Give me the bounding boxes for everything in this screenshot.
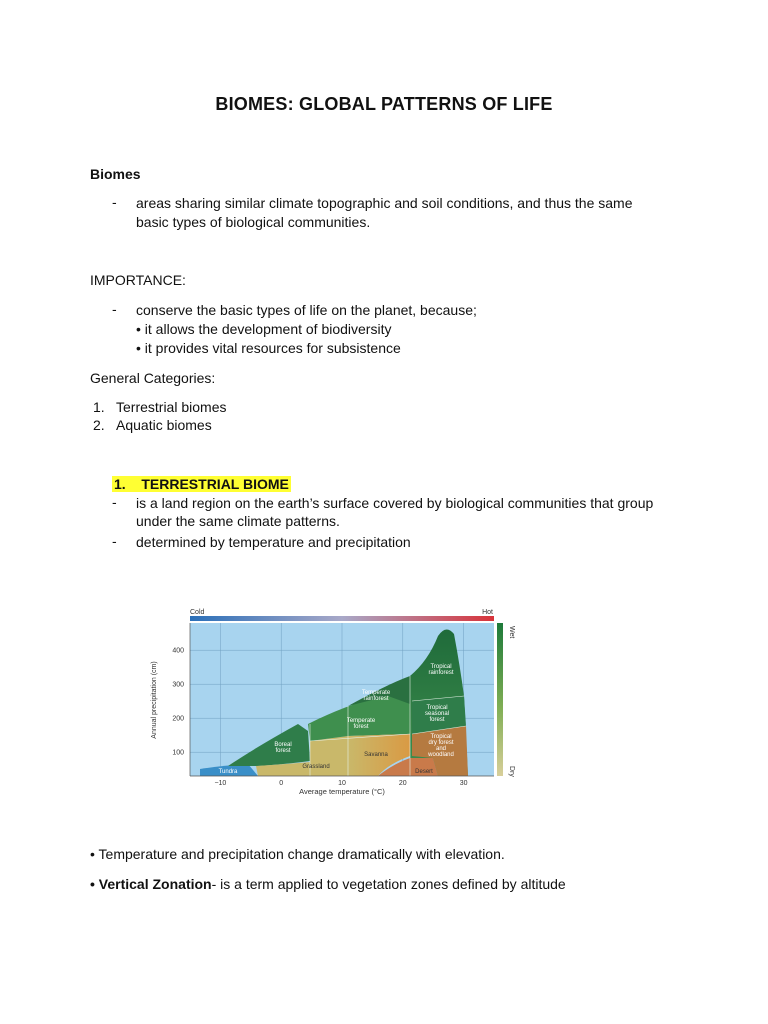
temp-bar-cold-label: Cold (190, 609, 205, 616)
biome-climate-chart (148, 606, 524, 798)
terrestrial-heading-row (112, 475, 291, 494)
importance-heading: IMPORTANCE: (90, 272, 186, 288)
category-number-1: 1. (93, 399, 105, 415)
region-label-temperate-forest-1: Temperate (346, 718, 376, 724)
region-label-temperate-forest-2: forest (353, 724, 369, 730)
categories-heading: General Categories: (90, 370, 216, 386)
bullet-dash: - (112, 194, 117, 210)
y-tick-label: 400 (172, 647, 184, 655)
y-tick-label: 300 (172, 681, 184, 689)
region-label-tropical-seasonal-3: forest (429, 717, 445, 723)
x-tick-label: 20 (398, 780, 407, 787)
region-label-tropical-rainforest-2: rainforest (428, 670, 454, 676)
vertical-zonation-term: Vertical Zonation (98, 876, 212, 892)
temperature-gradient-bar (190, 616, 494, 621)
x-axis-label: Average temperature (°C) (299, 787, 385, 796)
region-label-tropical-rainforest-1: Tropical (430, 664, 452, 670)
x-tick-label: −10 (214, 780, 227, 787)
biomes-definition-line1: areas sharing similar climate topographic and soil conditions, and thus the same (136, 195, 633, 211)
category-item-aquatic: Aquatic biomes (116, 417, 212, 433)
y-tick-label: 100 (172, 749, 184, 757)
x-tick-label: 10 (338, 780, 346, 787)
region-label-tropical-seasonal-2: seasonal (424, 711, 450, 717)
region-label-savanna: Savanna (364, 752, 388, 758)
terrestrial-line3: determined by temperature and precipitation (136, 534, 411, 550)
y-axis-label: Annual precipitation (cm) (151, 661, 158, 739)
region-label-tundra: Tundra (218, 769, 238, 775)
temp-bar-hot-label: Hot (482, 609, 493, 616)
region-label-temperate-rainforest-1: Temperate (361, 690, 391, 696)
terrestrial-heading-number: 1. (114, 476, 138, 492)
bullet-dash: - (112, 494, 117, 510)
region-label-tropical-dry-4: woodland (428, 752, 454, 758)
category-number-2: 2. (93, 417, 105, 433)
moisture-gradient-bar (497, 623, 503, 776)
region-label-tropical-dry-2: dry forest (428, 740, 454, 746)
y-tick-label: 200 (172, 715, 184, 723)
page-title: BIOMES: GLOBAL PATTERNS OF LIFE (215, 94, 553, 114)
region-label-tropical-dry-1: Tropical (430, 734, 452, 740)
biomes-heading: Biomes (90, 166, 141, 182)
region-label-tropical-dry-3: and (435, 746, 447, 752)
x-tick-label: 0 (279, 780, 284, 787)
region-label-tropical-seasonal-1: Tropical (426, 705, 448, 711)
importance-line3: • it provides vital resources for subsistence (136, 340, 401, 356)
moisture-bar-dry-label: Dry (508, 766, 515, 777)
terrestrial-line2: under the same climate patterns. (136, 513, 340, 529)
x-tick-labels (214, 780, 467, 787)
region-label-temperate-rainforest-2: rainforest (363, 696, 389, 702)
region-label-grassland: Grassland (302, 764, 330, 770)
category-item-terrestrial: Terrestrial biomes (116, 399, 227, 415)
vertical-zonation-definition: - is a term applied to vegetation zones defined by altitude (211, 876, 566, 892)
bullet-dash: - (112, 533, 117, 549)
vertical-zonation-bullet: • (90, 876, 99, 892)
moisture-bar-wet-label: Wet (508, 626, 515, 639)
vertical-zonation-line (90, 875, 566, 894)
importance-line1: conserve the basic types of life on the planet, because; (136, 302, 477, 318)
importance-line2: • it allows the development of biodiversity (136, 321, 392, 337)
terrestrial-heading: TERRESTRIAL BIOME (141, 476, 289, 492)
region-label-boreal-2: forest (275, 748, 291, 754)
terrestrial-line1: is a land region on the earth’s surface covered by biological communities that group (136, 495, 654, 511)
biomes-definition-line2: basic types of biological communities. (136, 214, 371, 230)
x-tick-label: 30 (459, 780, 468, 787)
region-label-desert: Desert (415, 769, 433, 775)
region-label-boreal-1: Boreal (274, 742, 292, 748)
elevation-line: • Temperature and precipitation change dramatically with elevation. (90, 846, 505, 862)
y-tick-labels (172, 648, 184, 757)
bullet-dash: - (112, 301, 117, 317)
